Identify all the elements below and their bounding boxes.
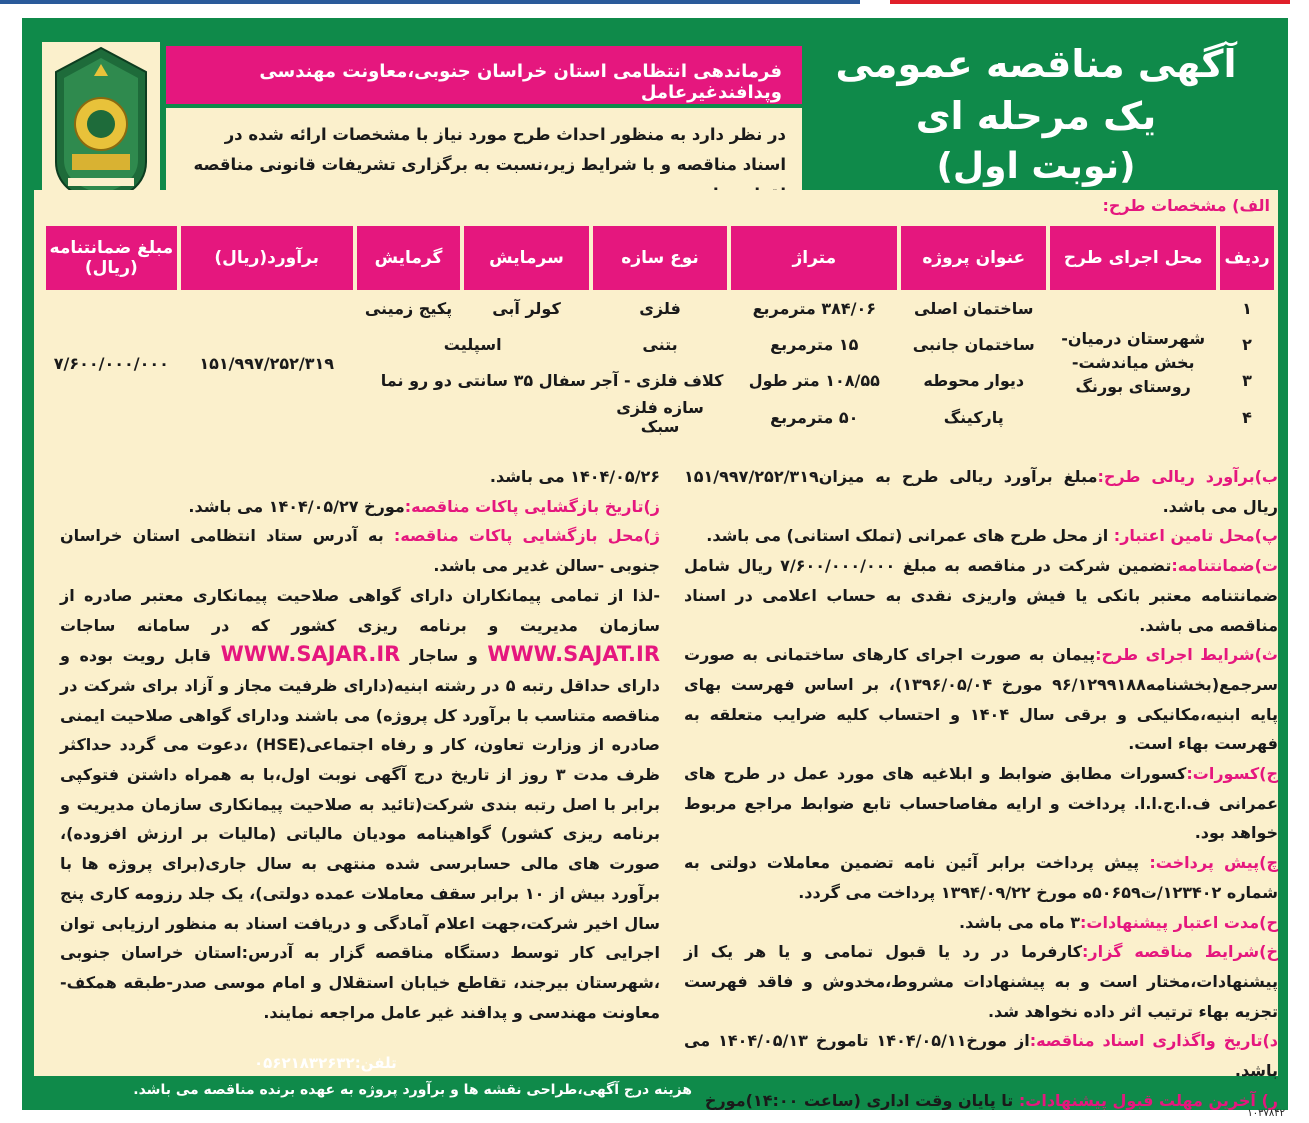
clause-text: کارفرما در رد یا قبول تمامی و یا هر یک از پیشنهادات،مختار است و به پیشنهادات مشروط،مخدوش و فاقد فهرست تجزیه بهاء ترتیب اثر داده نخواهد شد. [684,942,1278,1021]
headline-round: (نوبت اول) [936,146,1136,187]
cooling-heating: اسپلیت [443,334,502,354]
clause-documents-date [684,1026,1278,1085]
clause-prepayment [684,848,1278,907]
table-header: نوع سازه [593,226,728,290]
structure-type: بتنی [642,334,678,354]
clause-deductions [684,759,1278,848]
table-header: ردیف [1220,226,1274,290]
footer-note: هزینه درج آگهی،طراحی نقشه ها و برآورد پروژه به عهده برنده مناقصه می باشد. [133,1082,692,1098]
clause-label: د)تاریخ واگذاری اسناد مناقصه: [1029,1031,1279,1051]
clause-guarantee [684,551,1278,640]
project-title: دیوار محوطه [923,370,1025,390]
invitation-body: قابل رویت بوده و دارای حداقل رتبه ۵ در رشته ابنیه(دارای ظرفیت مجاز و آزاد برای شرکت در مناقصه متناسب با برآورد کل پروژه) می باشند ودارای گواهی صلاحیت ایمنی صادره از وزارت تعاون، کار و رفاه اجتماعی(HSE) ،دعوت می گردد حداکثر ظرف مدت ۳ روز از تاریخ درج آگهی نوبت اول،با به همراه داشتن فتوکپی برابر با اصل رتبه بندی شرکت(تائید به صلاحیت پیمانکاری سازمان مدیریت و برنامه ریزی کشور) گواهینامه مودیان مالیاتی (مالیات بر ارزش افزوده)، صورت های مالی حسابرسی شده منتهی به سال جاری(برای پروژه ها با برآورد بیش از ۱۰ برابر سقف معاملات عمده دولتی)، یک جلد رزومه کاری پنج سال اخیر شرکت،جهت اعلام آمادگی و دریافت اسناد به منظور ارزیابی توان اجرایی کار توسط دستگاه مناقصه گزار به آدرس:استان خراسان جنوبی ،شهرستان بیرجند، تقاطع خیابان استقلال و امام موسی صدر-طبقه همکف- معاونت مهندسی و پدافند غیر عامل مراجعه نمایند. [60,646,661,1022]
project-location: شهرستان درمیان- بخش میاندشت- روستای بورنگ [1061,329,1206,396]
ad-code: ۱۰۳۷۸۴۲ [1247,1108,1285,1119]
structure-type: کلاف فلزی - آجر سفال ۳۵ سانتی دو رو نما [380,370,724,390]
specs-table [42,226,1278,436]
project-area: ۳۸۴/۰۶ مترمربع [752,298,877,318]
invitation-intro: -لذا از تمامی پیمانکاران دارای گواهی صلاحیت پیمانکاری معتبر صادره از سازمان مدیریت و برنامه ریزی کشور که در سامانه ساجات [60,585,660,635]
clause-label: ب)برآورد ریالی طرح: [1097,467,1279,486]
clause-text: تا پایان وقت اداری (ساعت ۱۴:۰۰)مورخ [704,1090,1019,1110]
clause-text: کسورات مطابق ضوابط و ابلاغیه های مورد عمل در طرح های عمرانی ف.ا.ج.ا.ا. پرداخت و ارایه مفاصاحساب تابع ضوابط مراجع مربوط خواهد بود. [684,764,1278,843]
clause-text: مورخ ۱۴۰۴/۰۵/۲۷ می باشد. [188,496,405,516]
cooling: کولر آبی [492,298,561,318]
row-number: ۱ [1242,298,1252,318]
clause-text: به آدرس ستاد انتظامی استان خراسان جنوبی -سالن غدیر می باشد. [60,526,660,576]
table-header: برآورد(ریال) [181,226,353,290]
clause-label: ژ)محل بازگشایی پاکات مناقصه: [393,526,660,546]
clause-label: ج)کسورات: [1186,764,1278,784]
table-header: متراژ [731,226,897,290]
clause-text: ۳ ماه می باشد. [959,912,1080,932]
clause-employer [684,937,1278,1026]
top-rule-red [890,0,1290,4]
org-banner: فرماندهی انتظامی استان خراسان جنوبی،معاونت مهندسی وپدافندغیرعامل [166,46,802,104]
table-header: محل اجرای طرح [1050,226,1216,290]
project-area: ۵۰ مترمربع [770,407,859,427]
headline [806,38,1266,192]
project-title: پارکینگ [943,407,1004,427]
conditions-left-column [60,462,660,1027]
table-header-row [46,226,1274,290]
row-number: ۳ [1242,370,1252,390]
headline-title: آگهی مناقصه عمومی یک مرحله ای [835,42,1237,138]
top-rule-blue [0,0,860,4]
sajat-link[interactable]: WWW.SAJAT.IR [487,642,660,667]
estimate-value: ۱۵۱/۹۹۷/۲۵۲/۳۱۹ [199,353,335,373]
clause-validity [684,908,1278,938]
structure-type: فلزی [639,298,681,318]
table-header: عنوان پروژه [901,226,1046,290]
project-area: ۱۰۸/۵۵ متر طول [748,370,880,390]
clause-execution [684,640,1278,759]
clause-label: خ)شرایط مناقصه گزار: [1082,942,1278,962]
project-area: ۱۵ مترمربع [770,334,859,354]
ad-frame [22,18,1288,1110]
clause-estimate [684,462,1278,521]
heating: پکیج زمینی [364,298,453,318]
guarantee-value: ۷/۶۰۰/۰۰۰/۰۰۰ [53,353,169,373]
clause-text: پیش پرداخت برابر آئین نامه تضمین معاملات دولتی به شماره ۱۲۳۴۰۲/ت۵۰۶۵۹ه مورخ ۱۳۹۴/۰۹/۲۲ پرداخت می گردد. [684,853,1278,902]
table-header: سرمایش [464,226,588,290]
empty-cell [357,398,589,436]
clause-text: تضمین شرکت در مناقصه به مبلغ ۷/۶۰۰/۰۰۰/۰۰۰ ریال شامل ضمانتنامه معتبر بانکی یا فیش واریزی نقدی به حساب اعلامی در اسناد مناقصه می باشد. [684,556,1278,635]
table-row [46,290,1274,326]
clause-deadline [684,1086,1278,1116]
sajar-link[interactable]: WWW.SAJAR.IR [220,642,401,667]
clause-label: ت)ضمانتنامه: [1171,556,1278,576]
intro-text: در نظر دارد به منظور احداث طرح مورد نیاز با مشخصات ارائه شده در اسناد مناقصه و با شرایط زیر،نسبت به برگزاری تشریفات قانونی مناقصه [166,108,802,204]
and-text: و ساجار [400,646,488,666]
structure-type: سازه فلزی سبک [616,398,704,436]
clause-funding [684,521,1278,551]
clause-text: از مورخ۱۴۰۴/۰۵/۱۱ تامورخ ۱۴۰۴/۰۵/۱۳ می باشد. [684,1031,1278,1081]
clause-text: مبلغ برآورد ریالی طرح به میزان۱۵۱/۹۹۷/۲۵۲/۳۱۹ ریال می باشد. [684,467,1278,516]
contact-phone: تلفن:۰۵۶۲۱۸۳۲۶۳۲ [254,1054,397,1072]
row-number: ۴ [1242,407,1252,427]
clause-label: پ)محل تامین اعتبار: [1113,526,1278,546]
row-number: ۲ [1242,334,1252,354]
section-specs-label: الف) مشخصات طرح: [1102,196,1270,215]
clause-opening-date [60,492,660,522]
clause-label: ح)مدت اعتبار پیشنهادات: [1080,912,1278,932]
clause-label: ث)شرایط اجرای طرح: [1095,645,1278,665]
project-title: ساختمان اصلی [914,298,1034,318]
clause-opening-place [60,521,660,580]
police-emblem-icon [42,42,160,210]
clause-text: از محل طرح های عمرانی (تملک استانی) می باشد. [706,526,1114,546]
conditions-right-column [684,462,1278,1115]
table-header: مبلغ ضمانتنامه (ریال) [46,226,177,290]
clause-text: پیمان به صورت اجرای کارهای ساختمانی به صورت سرجمع(بخشنامه۹۶/۱۲۹۹۱۸۸ مورخ ۱۳۹۶/۰۵/۰۴)، بر اساس فهرست بهای پایه ابنیه،مکانیکی و برقی سال ۱۴۰۴ و احتساب کلیه ضرایب متعلقه به فهرست بهاء است. [684,645,1279,754]
clause-deadline-cont: ۱۴۰۴/۰۵/۲۶ می باشد. [489,467,660,486]
clause-label: ز)تاریخ بازگشایی پاکات مناقصه: [404,496,660,516]
clause-label: ر) آخرین مهلت قبول پیشنهادات: [1018,1090,1278,1110]
invitation-text [60,581,660,1028]
table-header: گرمایش [357,226,461,290]
project-title: ساختمان جانبی [912,334,1035,354]
clause-label: چ)پیش پرداخت: [1149,853,1278,873]
